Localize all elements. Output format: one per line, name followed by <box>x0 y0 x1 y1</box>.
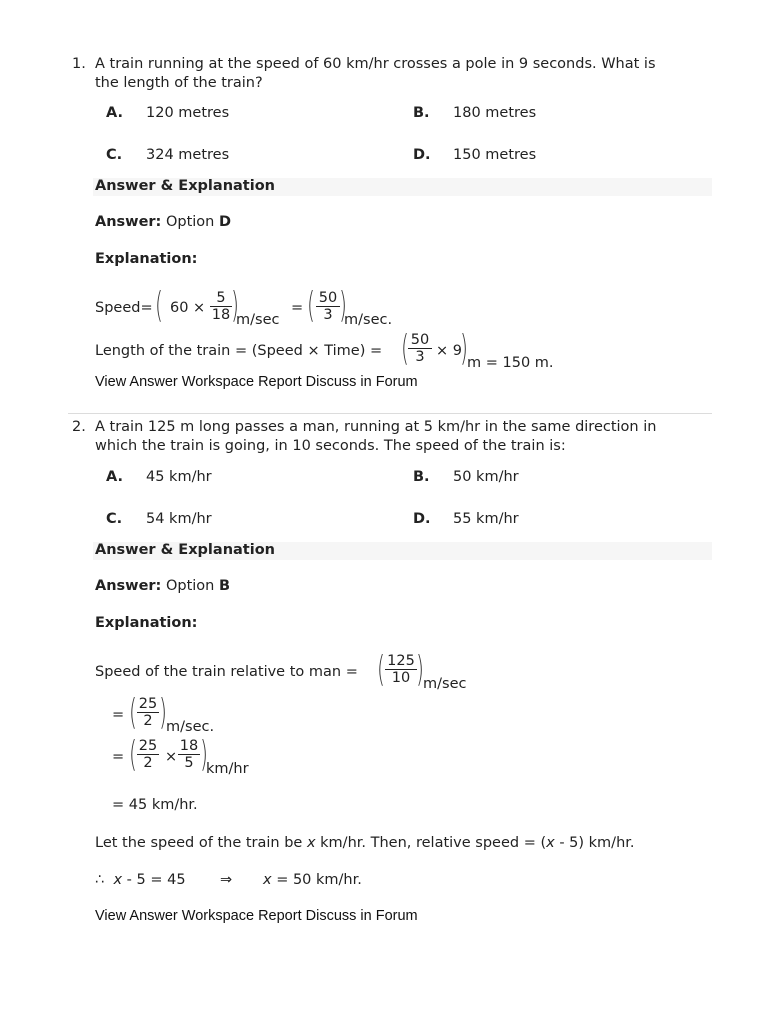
numerator: 50 <box>408 332 432 349</box>
text: km/hr. Then, relative speed = ( <box>320 835 547 851</box>
right-paren: ) <box>339 285 347 326</box>
left-paren: ( <box>129 734 137 775</box>
left-paren: ( <box>307 285 315 326</box>
numerator: 50 <box>316 290 340 307</box>
option-letter: C. <box>106 511 123 527</box>
option-value: 150 metres <box>453 147 537 163</box>
variable-x: x <box>113 872 123 888</box>
denominator: 5 <box>184 755 194 771</box>
right-paren: ) <box>200 734 208 775</box>
right-paren: ) <box>159 692 167 733</box>
view-answer-link[interactable]: View Answer <box>95 374 182 390</box>
option-letter: B. <box>413 469 430 485</box>
right-paren: ) <box>416 649 424 690</box>
option-letter: A. <box>106 469 123 485</box>
denominator: 18 <box>211 307 231 323</box>
option-value: 120 metres <box>146 105 230 121</box>
answer-label: Answer: <box>95 214 162 230</box>
report-link[interactable]: Report <box>258 374 306 390</box>
variable-x: x <box>546 835 555 851</box>
fraction <box>178 738 200 772</box>
option-value: 45 km/hr <box>146 469 212 485</box>
text: - 5 = 45 <box>126 872 186 888</box>
option-value: 180 metres <box>453 105 537 121</box>
denominator: 2 <box>143 755 153 771</box>
option-value: 55 km/hr <box>453 511 519 527</box>
answer-explanation-header[interactable] <box>93 178 712 196</box>
text: Let the speed of the train be <box>95 835 303 851</box>
relative-speed-label: Speed of the train relative to man = <box>95 664 358 680</box>
times: × <box>165 749 178 765</box>
result: m = 150 m. <box>467 355 554 371</box>
sixty-times: 60 × <box>170 300 206 316</box>
option-letter: D. <box>413 147 431 163</box>
left-paren: ( <box>377 649 385 690</box>
explanation-label: Explanation: <box>95 251 198 267</box>
left-paren: ( <box>401 328 409 369</box>
report-link[interactable]: Report <box>258 908 306 924</box>
numerator: 18 <box>179 738 199 754</box>
answer-explanation-label: Answer & Explanation <box>95 178 275 194</box>
result-line: = 45 km/hr. <box>112 797 198 813</box>
workspace-link[interactable]: Workspace <box>181 908 259 924</box>
answer-option-letter: D <box>218 214 232 230</box>
numerator: 25 <box>138 696 158 712</box>
unit: km/hr <box>206 761 249 777</box>
variable-x: x <box>263 872 272 888</box>
fraction <box>137 738 159 772</box>
denominator: 10 <box>391 670 411 686</box>
answer-line <box>95 214 231 230</box>
numerator: 25 <box>138 738 158 754</box>
speed-label: Speed= <box>95 300 153 316</box>
equals: = <box>112 707 125 723</box>
question-links <box>95 908 418 924</box>
question-text-line2: the length of the train? <box>95 75 263 91</box>
length-label: Length of the train = (Speed × Time) = <box>95 343 383 359</box>
unit: m/sec. <box>166 719 215 735</box>
let-line <box>95 835 635 851</box>
option-value: 54 km/hr <box>146 511 212 527</box>
right-paren: ) <box>460 328 468 369</box>
answer-option-letter: B <box>218 578 231 594</box>
fraction <box>408 332 432 366</box>
unit: m/sec <box>236 312 280 328</box>
answer-option-word: Option <box>165 578 215 594</box>
question-number: 1. <box>72 56 86 72</box>
question-text-line2: which the train is going, in 10 seconds. The speed of the train is: <box>95 438 566 454</box>
text: = 50 km/hr. <box>276 872 362 888</box>
question-number: 2. <box>72 419 86 435</box>
fraction <box>316 290 340 324</box>
answer-line <box>95 578 230 594</box>
question-divider <box>68 413 712 414</box>
answer-option-word: Option <box>165 214 215 230</box>
fraction <box>137 696 159 730</box>
discuss-link[interactable]: Discuss in Forum <box>305 374 418 390</box>
right-paren: ) <box>231 285 239 326</box>
left-paren: ( <box>129 692 137 733</box>
question-text-line1: A train 125 m long passes a man, running at 5 km/hr in the same direction in <box>95 419 657 435</box>
question-text-line1: A train running at the speed of 60 km/hr crosses a pole in 9 seconds. What is <box>95 56 656 72</box>
numerator: 125 <box>385 653 417 670</box>
explanation-label: Explanation: <box>95 615 198 631</box>
option-letter: D. <box>413 511 431 527</box>
view-answer-link[interactable]: View Answer <box>95 908 182 924</box>
option-value: 324 metres <box>146 147 230 163</box>
denominator: 3 <box>415 349 425 365</box>
workspace-link[interactable]: Workspace <box>181 374 259 390</box>
answer-explanation-header[interactable] <box>93 542 712 560</box>
unit: m/sec <box>423 676 467 692</box>
denominator: 3 <box>323 307 333 323</box>
therefore-symbol: ∴ <box>95 872 105 888</box>
discuss-link[interactable]: Discuss in Forum <box>305 908 418 924</box>
denominator: 2 <box>143 713 153 729</box>
times-nine: × 9 <box>436 343 462 359</box>
left-paren: ( <box>155 285 163 326</box>
variable-x: x <box>306 835 316 851</box>
equals: = <box>291 300 304 316</box>
numerator: 5 <box>210 290 232 307</box>
implies-symbol: ⇒ <box>220 872 233 888</box>
answer-explanation-label: Answer & Explanation <box>95 542 275 558</box>
therefore-line <box>95 872 186 888</box>
fraction <box>385 653 417 687</box>
option-letter: B. <box>413 105 430 121</box>
option-letter: C. <box>106 147 123 163</box>
equals: = <box>112 749 125 765</box>
fraction <box>210 290 232 324</box>
answer-label: Answer: <box>95 578 162 594</box>
unit: m/sec. <box>344 312 393 328</box>
option-value: 50 km/hr <box>453 469 519 485</box>
solution <box>263 872 362 888</box>
text: - 5) km/hr. <box>559 835 635 851</box>
question-links <box>95 374 418 390</box>
option-letter: A. <box>106 105 123 121</box>
